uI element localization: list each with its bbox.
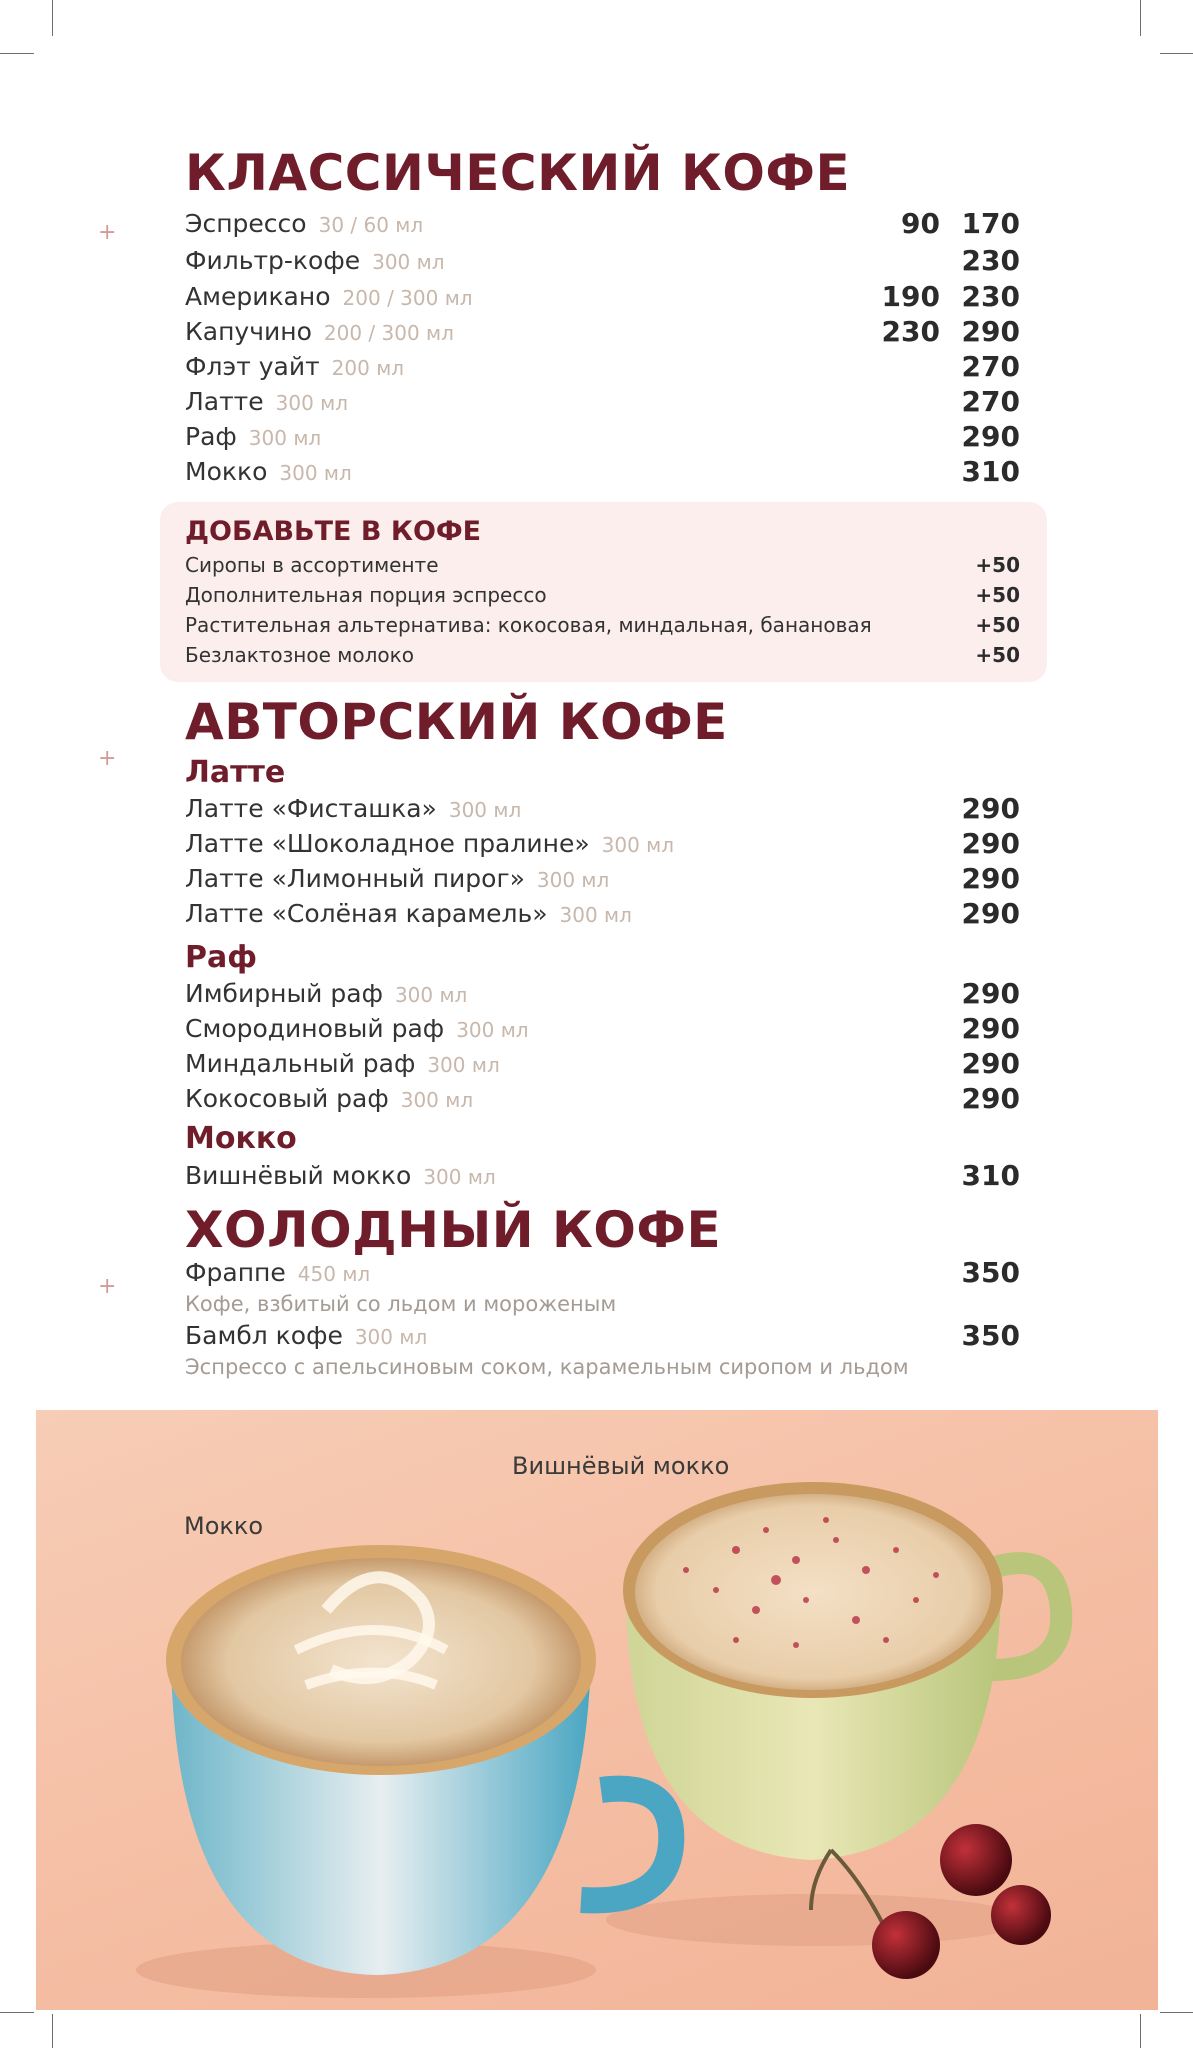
menu-item	[185, 977, 1020, 1011]
menu-item	[185, 1082, 1020, 1116]
menu-item	[185, 244, 1020, 278]
item-volume: 300 мл	[423, 1165, 496, 1189]
item-volume: 300 мл	[248, 426, 322, 450]
classic-coffee-title: КЛАССИЧЕСКИЙ КОФЕ	[185, 144, 851, 202]
plus-mark-icon: +	[98, 220, 117, 245]
item-volume: 300 мл	[559, 903, 632, 927]
latte-subtitle: Латте	[185, 755, 286, 790]
item-price-small: 230	[881, 315, 940, 348]
item-price: 290	[961, 862, 1020, 895]
item-price: 350	[961, 1319, 1020, 1352]
item-price: 290	[961, 977, 1020, 1010]
item-name: Имбирный раф	[185, 979, 383, 1008]
item-name: Смородиновый раф	[185, 1014, 445, 1043]
item-volume: 300 мл	[275, 391, 349, 415]
signature-coffee-title: АВТОРСКИЙ КОФЕ	[185, 693, 728, 751]
addon-name: Растительная альтернатива: кокосовая, миндальная, банановая	[185, 613, 872, 637]
menu-item	[185, 1159, 1020, 1193]
item-name: Латте «Фисташка»	[185, 794, 437, 823]
plus-mark-icon: +	[98, 1274, 117, 1299]
item-volume: 200 / 300 мл	[323, 321, 454, 345]
addon-price: +50	[975, 613, 1020, 637]
item-volume: 200 мл	[331, 356, 405, 380]
crop-mark	[1140, 2014, 1141, 2048]
item-name: Фраппе	[185, 1258, 286, 1287]
item-name: Американо	[185, 282, 331, 311]
menu-item	[185, 1256, 1020, 1290]
item-price: 230	[961, 280, 1020, 313]
plus-mark-icon: +	[98, 746, 117, 771]
item-price: 230	[961, 244, 1020, 277]
item-name: Бамбл кофе	[185, 1321, 343, 1350]
item-price: 170	[961, 207, 1020, 240]
item-volume: 300 мл	[400, 1088, 474, 1112]
addon-item	[185, 550, 1020, 580]
crop-mark	[0, 2012, 34, 2013]
item-volume: 300 мл	[372, 250, 445, 274]
item-price: 290	[961, 897, 1020, 930]
photo-label-cherry-mocha: Вишнёвый мокко	[512, 1452, 730, 1480]
item-name: Латте «Солёная карамель»	[185, 899, 548, 928]
item-price: 350	[961, 1256, 1020, 1289]
menu-item	[185, 420, 1020, 454]
item-volume: 200 / 300 мл	[342, 286, 473, 310]
item-price-small: 90	[901, 207, 940, 240]
crop-mark	[1160, 53, 1193, 54]
item-name: Фильтр-кофе	[185, 246, 361, 275]
item-volume: 300 мл	[601, 833, 675, 857]
item-volume: 300 мл	[536, 868, 610, 892]
item-price: 290	[961, 420, 1020, 453]
item-name: Флэт уайт	[185, 352, 320, 381]
item-name: Латте «Лимонный пирог»	[185, 864, 525, 893]
item-name: Раф	[185, 422, 237, 451]
menu-item	[185, 1047, 1020, 1081]
raf-subtitle: Раф	[185, 940, 257, 975]
coffee-photo	[36, 1410, 1158, 2010]
crop-mark	[52, 2014, 53, 2048]
item-price: 290	[961, 827, 1020, 860]
addon-item	[185, 580, 1020, 610]
addon-price: +50	[975, 583, 1020, 607]
item-name: Эспрессо	[185, 209, 307, 238]
item-name: Латте	[185, 387, 264, 416]
menu-item	[185, 385, 1020, 419]
menu-item	[185, 862, 1020, 896]
addon-price: +50	[975, 643, 1020, 667]
menu-item	[185, 897, 1020, 931]
item-price: 290	[961, 792, 1020, 825]
item-name: Латте «Шоколадное пралине»	[185, 829, 590, 858]
menu-item	[185, 792, 1020, 826]
item-volume: 30 / 60 мл	[318, 213, 424, 237]
item-volume: 300 мл	[456, 1018, 529, 1042]
item-name: Мокко	[185, 457, 268, 486]
menu-item	[185, 350, 1020, 384]
crop-mark	[1140, 0, 1141, 36]
item-price: 270	[961, 350, 1020, 383]
crop-mark	[1160, 2012, 1193, 2013]
coffee-cups-illustration	[36, 1410, 1158, 2010]
item-price: 290	[961, 1082, 1020, 1115]
item-price: 290	[961, 1012, 1020, 1045]
item-price: 310	[961, 1159, 1020, 1192]
item-name: Капучино	[185, 317, 312, 346]
item-price: 290	[961, 315, 1020, 348]
cold-coffee-title: ХОЛОДНЫЙ КОФЕ	[185, 1201, 722, 1259]
photo-label-mocha: Мокко	[184, 1512, 264, 1540]
item-volume: 300 мл	[427, 1053, 500, 1077]
item-description: Кофе, взбитый со льдом и мороженым	[185, 1292, 617, 1316]
menu-item	[185, 280, 1020, 314]
menu-item	[185, 207, 1020, 241]
addon-price: +50	[975, 553, 1020, 577]
menu-item	[185, 1319, 1020, 1353]
item-volume: 300 мл	[279, 461, 352, 485]
menu-item	[185, 455, 1020, 489]
item-volume: 450 мл	[297, 1262, 371, 1286]
addon-name: Безлактозное молоко	[185, 643, 414, 667]
item-description: Эспрессо с апельсиновым соком, карамельным сиропом и льдом	[185, 1355, 909, 1379]
addons-title: ДОБАВЬТЕ В КОФЕ	[185, 516, 482, 547]
addon-item	[185, 610, 1020, 640]
mocha-subtitle: Мокко	[185, 1121, 297, 1156]
item-volume: 300 мл	[354, 1325, 428, 1349]
item-price: 310	[961, 455, 1020, 488]
item-name: Вишнёвый мокко	[185, 1161, 412, 1190]
addon-name: Дополнительная порция эспрессо	[185, 583, 547, 607]
item-price: 290	[961, 1047, 1020, 1080]
menu-item	[185, 827, 1020, 861]
menu-item	[185, 315, 1020, 349]
crop-mark	[52, 0, 53, 36]
addon-name: Сиропы в ассортименте	[185, 553, 439, 577]
item-price-small: 190	[881, 280, 940, 313]
item-volume: 300 мл	[448, 798, 522, 822]
addon-item	[185, 640, 1020, 670]
item-price: 270	[961, 385, 1020, 418]
menu-item	[185, 1012, 1020, 1046]
item-name: Кокосовый раф	[185, 1084, 389, 1113]
item-volume: 300 мл	[394, 983, 468, 1007]
crop-mark	[0, 53, 34, 54]
item-name: Миндальный раф	[185, 1049, 416, 1078]
